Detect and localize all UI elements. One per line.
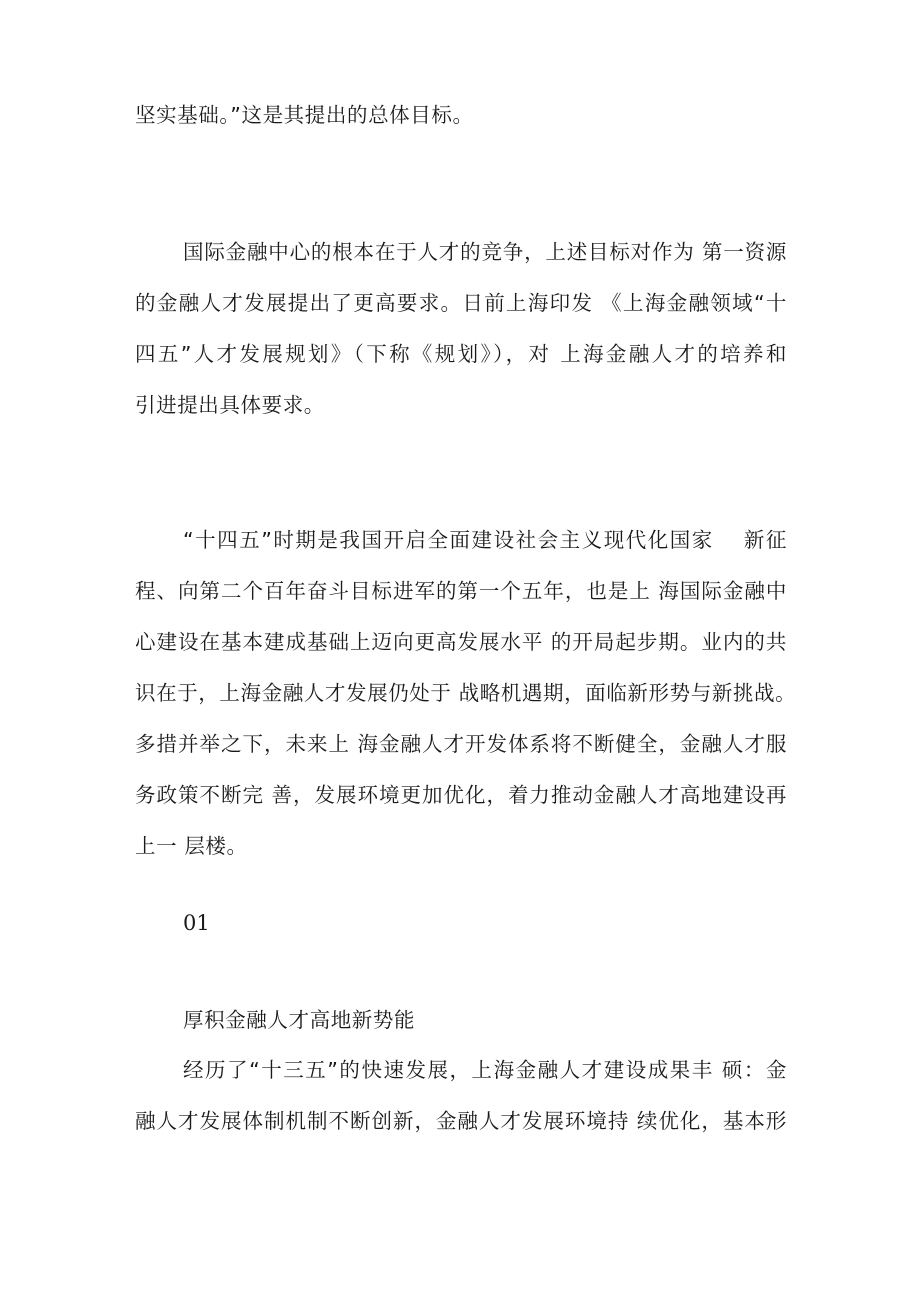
- paragraph-line: 引进提出具体要求。: [135, 393, 325, 417]
- paragraph-line: 务政策不断完 善，发展环境更加优化，着力推动金融人才高地建设再: [135, 783, 787, 807]
- paragraph-line: 程、向第二个百年奋斗目标进军的第一个五年，也是上 海国际金融中: [135, 579, 787, 603]
- paragraph-line: 四五”人才发展规划》（下称《规划》），对 上海金融人才的培养和: [135, 342, 787, 366]
- paragraph-line: “十四五”时期是我国开启全面建设社会主义现代化国家 新征: [183, 528, 787, 552]
- section-heading: 厚积金融人才高地新势能: [183, 1008, 416, 1032]
- section-number: 01: [183, 911, 210, 935]
- paragraph-line: 的金融人才发展提出了更高要求。日前上海印发 《上海金融领域“十: [135, 291, 787, 315]
- paragraph-line: 坚实基础。”这是其提出的总体目标。: [135, 103, 474, 127]
- paragraph-line: 上一 层楼。: [135, 834, 248, 858]
- paragraph-line: 国际金融中心的根本在于人才的竞争，上述目标对作为 第一资源: [183, 240, 787, 264]
- paragraph-line: 多措并举之下，未来上 海金融人才开发体系将不断健全，金融人才服: [135, 732, 787, 756]
- paragraph-line: 经历了“十三五”的快速发展，上海金融人才建设成果丰 硕：金: [183, 1058, 787, 1082]
- paragraph-line: 识在于，上海金融人才发展仍处于 战略机遇期，面临新形势与新挑战。: [135, 681, 797, 705]
- paragraph-line: 融人才发展体制机制不断创新，金融人才发展环境持 续优化，基本形: [135, 1109, 787, 1133]
- paragraph-line: 心建设在基本建成基础上迈向更高发展水平 的开局起步期。业内的共: [135, 630, 787, 654]
